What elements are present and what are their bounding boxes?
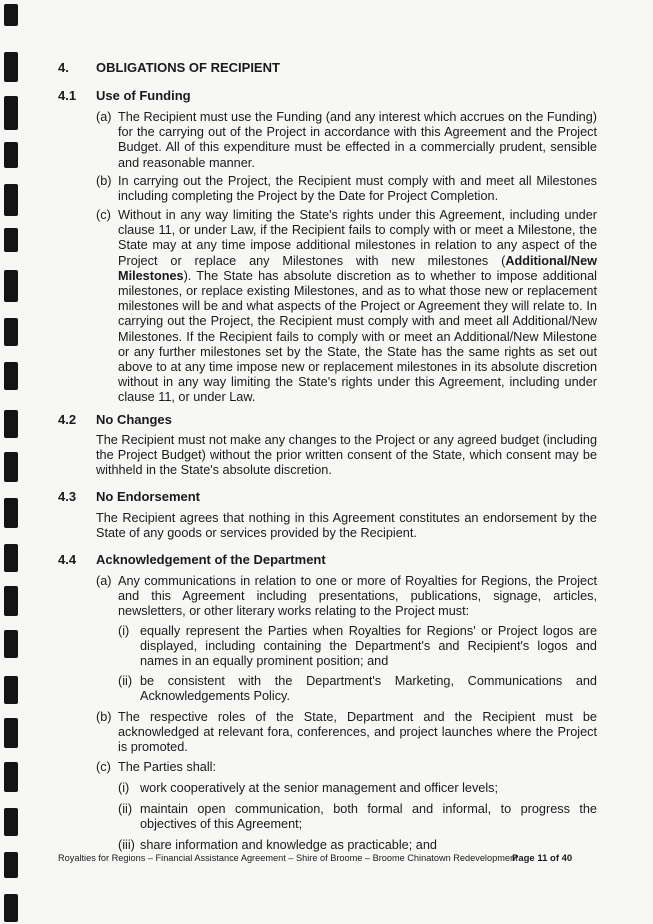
binder-mark xyxy=(4,452,18,482)
subsection-heading xyxy=(58,412,172,427)
subclause-label: (i) xyxy=(118,781,130,795)
binder-mark xyxy=(4,676,18,704)
subclause-text: equally represent the Parties when Royalties for Regions' or Project logos are displayed, including containing the Department's and Recipient's logos and names in an equally prominent position; and xyxy=(140,624,597,669)
subclause-label: (ii) xyxy=(118,674,133,688)
binder-mark xyxy=(4,228,18,252)
section-title: OBLIGATIONS OF RECIPIENT xyxy=(96,60,280,75)
subclause-label: (iii) xyxy=(118,838,135,852)
subsection-heading xyxy=(58,489,200,504)
clause-text: In carrying out the Project, the Recipient must comply with and meet all Milestones including completing the Project by the Date for Project Completion. xyxy=(118,174,597,204)
subclause-text: work cooperatively at the senior management and officer levels; xyxy=(140,781,499,795)
clause-text-part: Without in any way limiting the State's rights under this Agreement, including under clause 11, or under Law, if the Recipient fails to comply with or meet a Milestone, the State may at any time impose additional milestones in relation to any aspect of the Project or replace any Milestones with new milestones ( xyxy=(118,208,597,268)
clause-text xyxy=(118,208,597,406)
subsection-number: 4.2 xyxy=(58,412,77,427)
binder-mark xyxy=(4,762,18,792)
binder-mark xyxy=(4,498,18,528)
subclause-text: share information and knowledge as practicable; and xyxy=(140,838,437,852)
defined-term: Additional/New Milestones xyxy=(118,253,597,283)
binder-mark xyxy=(4,410,18,438)
binder-mark xyxy=(4,808,18,836)
clause-text: Any communications in relation to one or more of Royalties for Regions, the Project and this Agreement including presentations, publications, signage, articles, newsletters, or other literary works relating to the Project must: xyxy=(118,574,597,619)
subclause-text: maintain open communication, both formal and informal, to progress the objectives of this Agreement; xyxy=(140,802,597,832)
clause-label: (b) xyxy=(96,710,112,724)
clause-label: (a) xyxy=(96,574,112,588)
subsection-title: Acknowledgement of the Department xyxy=(96,552,326,567)
binder-mark xyxy=(4,96,18,130)
clause-label: (c) xyxy=(96,760,111,774)
binder-mark xyxy=(4,270,18,302)
subsection-number: 4.4 xyxy=(58,552,77,567)
subsection-number: 4.1 xyxy=(58,88,77,103)
subsection-title: No Changes xyxy=(96,412,172,427)
subsection-number: 4.3 xyxy=(58,489,77,504)
page-number: Page 11 of 40 xyxy=(512,853,573,864)
section-number: 4. xyxy=(58,60,69,75)
clause-text: The respective roles of the State, Department and the Recipient must be acknowledged at relevant fora, conferences, and project launches where the Project is promoted. xyxy=(118,710,597,755)
footer-text: Royalties for Regions – Financial Assistance Agreement – Shire of Broome – Broome Chinatown Redevelopment xyxy=(58,853,518,863)
binder-mark xyxy=(4,318,18,346)
clause-label: (a) xyxy=(96,110,112,124)
binder-mark xyxy=(4,362,18,390)
clause-text: The Recipient must use the Funding (and any interest which accrues on the Funding) for the carrying out of the Project in accordance with this Agreement and the Project Budget. All of this expenditure must be effected in a commercially prudent, sensible and reasonable manner. xyxy=(118,110,597,170)
subsection-heading xyxy=(58,88,191,103)
clause-label: (c) xyxy=(96,208,111,222)
clause-text-part: ). The State has absolute discretion as to whether to impose additional milestones, or replace existing Milestones, and as to what those new or replacement milestones will be and what aspects of the Project or Agreement they will relate to. In carrying out the Project, the Recipient must comply with and meet all Additional/New Milestones. If the Recipient fails to comply with or meet an Additional/New Milestone or any further milestones set by the State, the State has the same rights as set out above to at any time impose new or replacement milestones in its absolute discretion without in any way limiting the State's rights under this Agreement, including under clause 11, or under Law. xyxy=(118,268,597,405)
subclause-label: (ii) xyxy=(118,802,133,816)
clause-label: (b) xyxy=(96,174,112,188)
subsection-heading xyxy=(58,552,326,567)
subsection-title: No Endorsement xyxy=(96,489,201,504)
clause-text: The Parties shall: xyxy=(118,760,217,774)
binder-mark xyxy=(4,630,18,658)
binder-mark xyxy=(4,52,18,82)
subsection-title: Use of Funding xyxy=(96,88,191,103)
binder-mark xyxy=(4,544,18,572)
clause-text: The Recipient must not make any changes to the Project or any agreed budget (including the Project Budget) without the prior written consent of the State, which consent may be withheld in the State's absolute discretion. xyxy=(96,433,597,478)
binder-mark xyxy=(4,4,18,26)
binder-mark xyxy=(4,184,18,216)
section-heading xyxy=(58,60,280,75)
binder-mark xyxy=(4,718,18,748)
binder-mark xyxy=(4,852,18,878)
binder-mark xyxy=(4,586,18,616)
binder-mark xyxy=(4,142,18,168)
subclause-text: be consistent with the Department's Marketing, Communications and Acknowledgements Policy. xyxy=(140,674,597,704)
subclause-label: (i) xyxy=(118,624,130,638)
clause-text: The Recipient agrees that nothing in this Agreement constitutes an endorsement by the State of any goods or services provided by the Recipient. xyxy=(96,511,597,541)
binder-mark xyxy=(4,894,18,922)
